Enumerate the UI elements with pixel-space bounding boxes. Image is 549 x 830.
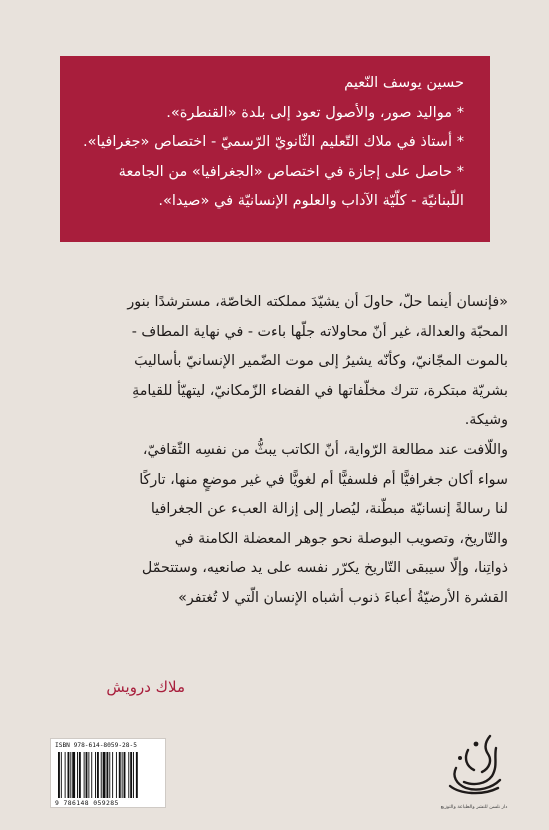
blurb-line: القشرة الأرضيّةُ أعباءَ ذنوب أشباه الإنسان الّتي لا تُغتفر» bbox=[178, 589, 508, 606]
publisher-caption: دار نلسن للنشر والطباعة والتوزيع bbox=[440, 805, 508, 810]
blurb-line: ذواتِنا، وإلّا سيبقى التّاريخ يكرّر نفسه على يد صانعيه، وستتحمّل bbox=[141, 560, 508, 577]
blurb-line: لنا رسالةً إنسانيّة مبطّنة، ليُصار إلى إزالة العبء عن الجغرافيا bbox=[150, 501, 508, 518]
bio-name: حسين يوسف النّعيم bbox=[344, 74, 464, 91]
barcode-bars bbox=[57, 752, 161, 798]
blurb-line: المحبّة والعدالة، غير أنّ محاولاته جلّها باءت - في نهاية المطاف - bbox=[131, 323, 508, 340]
bio-line: * مواليد صور، والأصول تعود إلى بلدة «القنطرة». bbox=[166, 103, 464, 121]
blurb-author: ملاك درويش bbox=[106, 678, 185, 696]
blurb-line: بالموت المجّانيّ، وكأنّه يشيرُ إلى موت الضّمير الإنسانيّ بأساليبَ bbox=[134, 353, 508, 370]
blurb-line: وشيكة. bbox=[464, 412, 508, 429]
blurb-line: سواء أكان جغرافيًّا أم فلسفيًّا أم لغويًّا في غير موضعٍ منها، تاركًا bbox=[139, 471, 508, 488]
bio-line: * أستاذ في ملاك التّعليم الثّانويّ الرّسميّ - اختصاص «جغرافيا». bbox=[82, 133, 464, 151]
blurb-line: بشريّة مبتكرة، تترك مخلّفاتها في الفضاء الزّمكانيّ، ليتهيّأ للقيامةِ bbox=[132, 382, 508, 399]
barcode-digits: 9 786148 059285 bbox=[55, 799, 119, 807]
blurb-line: والتّاريخ، وتصويب البوصلة نحو جوهر المعضلة الكامنة في bbox=[174, 530, 508, 547]
bio-line: اللّبنانيّة - كلّيّة الآداب والعلوم الإنسانيّة في «صيدا». bbox=[158, 192, 464, 210]
blurb-line: «فإنسان أينما حلّ، حاولَ أن يشيّدَ مملكته الخاصّة، مسترشدًا بنور bbox=[127, 294, 508, 310]
barcode bbox=[50, 738, 166, 808]
blurb-line: واللّافت عند مطالعة الرّواية، أنّ الكاتب يبثُّ من نفسِه الثّقافيّ، bbox=[142, 441, 508, 458]
bio-line: * حاصل على إجازة في اختصاص «الجغرافيا» من الجامعة bbox=[118, 162, 464, 180]
publisher-logo bbox=[438, 728, 508, 804]
author-bio-box bbox=[60, 56, 490, 242]
blurb-text bbox=[42, 288, 508, 614]
isbn-label: ISBN 978-614-8059-28-5 bbox=[55, 742, 137, 749]
